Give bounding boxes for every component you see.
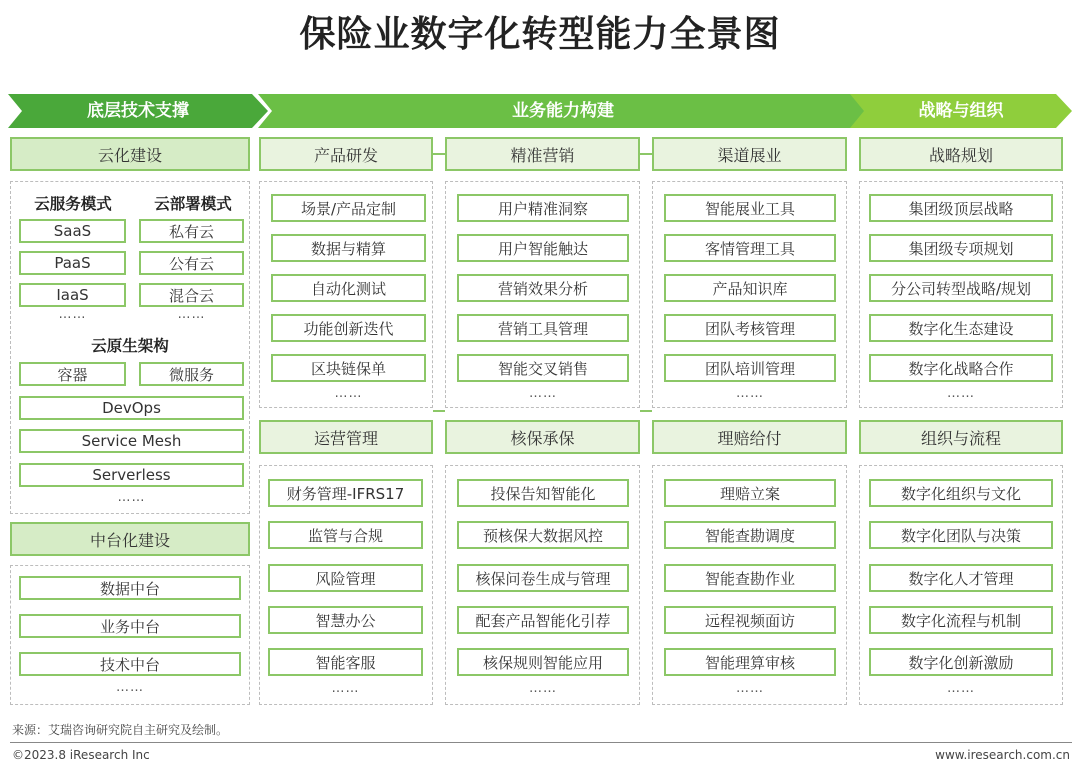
operations-item: 风险管理	[268, 564, 423, 592]
cloud-service-item: PaaS	[19, 251, 126, 275]
middle-platform-item: 技术中台	[19, 652, 241, 676]
product-dev-item: 数据与精算	[271, 234, 426, 262]
underwriting-item: 配套产品智能化引荐	[457, 606, 629, 634]
cloud-deploy-item: 公有云	[139, 251, 244, 275]
banner-strategy	[850, 94, 1072, 128]
connector-line	[433, 410, 445, 412]
marketing-item: 营销工具管理	[457, 314, 629, 342]
ellipsis: ……	[529, 681, 557, 696]
cloud-service-label: 云服务模式	[34, 195, 112, 213]
claims-item: 智能查勘调度	[664, 521, 836, 549]
banner-business-label: 业务能力构建	[512, 101, 614, 121]
source-note: 来源：艾瑞咨询研究院自主研究及绘制。	[12, 723, 229, 737]
marketing-item: 用户精准洞察	[457, 194, 629, 222]
underwriting-item: 预核保大数据风控	[457, 521, 629, 549]
page-title: 保险业数字化转型能力全景图	[299, 14, 781, 55]
strategy-item: 集团级专项规划	[869, 234, 1053, 262]
connector-line	[640, 410, 652, 412]
cloud-service-item: IaaS	[19, 283, 126, 307]
footer-divider	[10, 742, 1072, 743]
strategy-item: 数字化生态建设	[869, 314, 1053, 342]
middle-platform-item: 业务中台	[19, 614, 241, 638]
operations-item: 智慧办公	[268, 606, 423, 634]
product-dev-item: 功能创新迭代	[271, 314, 426, 342]
business-header: 核保承保	[445, 420, 640, 454]
business-header: 渠道展业	[652, 137, 847, 171]
strategy-item: 分公司转型战略/规划	[869, 274, 1053, 302]
ellipsis: ……	[736, 681, 764, 696]
ellipsis: ……	[334, 386, 363, 401]
banner-business	[258, 94, 868, 128]
ellipsis: ……	[177, 307, 206, 322]
claims-item: 远程视频面访	[664, 606, 836, 634]
strategy-item: 集团级顶层战略	[869, 194, 1053, 222]
operations-item: 智能客服	[268, 648, 423, 676]
cloud-header: 云化建设	[10, 137, 250, 171]
business-header: 产品研发	[259, 137, 433, 171]
underwriting-item: 核保规则智能应用	[457, 648, 629, 676]
strategy-item: 数字化战略合作	[869, 354, 1053, 382]
ellipsis: ……	[116, 680, 144, 695]
claims-item: 智能理算审核	[664, 648, 836, 676]
strategy-header: 战略规划	[859, 137, 1063, 171]
cloud-deploy-item: 混合云	[139, 283, 244, 307]
connector-line	[640, 153, 652, 155]
cloud-native-item: DevOps	[19, 396, 244, 420]
website-link[interactable]: www.iresearch.com.cn	[935, 748, 1070, 762]
underwriting-item: 核保问卷生成与管理	[457, 564, 629, 592]
business-header: 理赔给付	[652, 420, 847, 454]
channel-item: 产品知识库	[664, 274, 836, 302]
organization-item: 数字化团队与决策	[869, 521, 1053, 549]
cloud-native-item: 容器	[19, 362, 126, 386]
middle-platform-item: 数据中台	[19, 576, 241, 600]
cloud-native-item: Serverless	[19, 463, 244, 487]
organization-header: 组织与流程	[859, 420, 1063, 454]
ellipsis: ……	[947, 386, 975, 401]
ellipsis: ……	[331, 681, 360, 696]
organization-item: 数字化组织与文化	[869, 479, 1053, 507]
connector-line	[433, 153, 445, 155]
product-dev-item: 自动化测试	[271, 274, 426, 302]
organization-item: 数字化流程与机制	[869, 606, 1053, 634]
ellipsis: ……	[947, 681, 975, 696]
middle-platform-header: 中台化建设	[10, 522, 250, 556]
copyright: ©2023.8 iResearch Inc	[12, 748, 150, 762]
banner-foundation-label: 底层技术支撑	[87, 101, 189, 121]
product-dev-item: 场景/产品定制	[271, 194, 426, 222]
banner-strategy-label: 战略与组织	[918, 101, 1004, 121]
cloud-native-label: 云原生架构	[91, 337, 169, 355]
cloud-service-item: SaaS	[19, 219, 126, 243]
business-header: 精准营销	[445, 137, 640, 171]
underwriting-item: 投保告知智能化	[457, 479, 629, 507]
cloud-native-item: 微服务	[139, 362, 244, 386]
ellipsis: ……	[529, 386, 557, 401]
marketing-item: 智能交叉销售	[457, 354, 629, 382]
operations-item: 监管与合规	[268, 521, 423, 549]
organization-item: 数字化创新激励	[869, 648, 1053, 676]
cloud-deploy-item: 私有云	[139, 219, 244, 243]
business-header: 运营管理	[259, 420, 433, 454]
organization-item: 数字化人才管理	[869, 564, 1053, 592]
channel-item: 团队考核管理	[664, 314, 836, 342]
product-dev-item: 区块链保单	[271, 354, 426, 382]
marketing-item: 用户智能触达	[457, 234, 629, 262]
cloud-deploy-label: 云部署模式	[154, 195, 232, 213]
banner-foundation	[8, 94, 268, 128]
channel-item: 智能展业工具	[664, 194, 836, 222]
claims-item: 理赔立案	[664, 479, 836, 507]
ellipsis: ……	[117, 490, 146, 505]
claims-item: 智能查勘作业	[664, 564, 836, 592]
cloud-native-item: Service Mesh	[19, 429, 244, 453]
ellipsis: ……	[736, 386, 764, 401]
channel-item: 客情管理工具	[664, 234, 836, 262]
operations-item: 财务管理-IFRS17	[268, 479, 423, 507]
ellipsis: ……	[58, 307, 87, 322]
channel-item: 团队培训管理	[664, 354, 836, 382]
marketing-item: 营销效果分析	[457, 274, 629, 302]
